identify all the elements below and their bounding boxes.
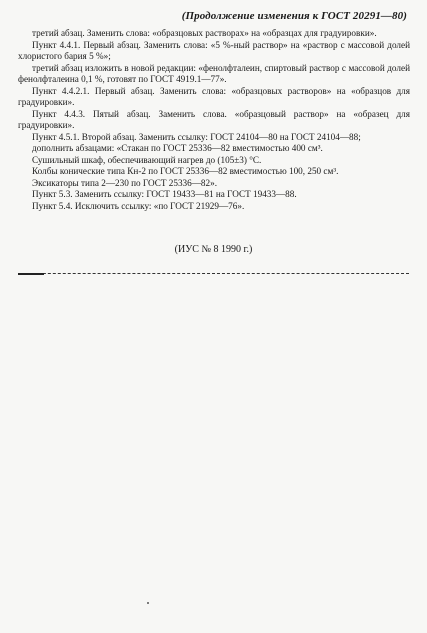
issue-reference: (ИУС № 8 1990 г.) bbox=[174, 244, 253, 255]
end-rule bbox=[18, 273, 409, 274]
paragraph-12: Пункт 5.4. Исключить ссылку: «по ГОСТ 21929—76». bbox=[32, 200, 245, 211]
paragraph-7: дополнить абзацами: «Стакан по ГОСТ 25336—82 вместимостью 400 см³. bbox=[32, 143, 323, 153]
scan-speck bbox=[147, 602, 149, 604]
paragraph-6: Пункт 4.5.1. Второй абзац. Заменить ссылку: ГОСТ 24104—80 на ГОСТ 24104—88; bbox=[32, 131, 361, 142]
paragraph-8: Сушильный шкаф, обеспечивающий нагрев до (105±3) °С. bbox=[32, 154, 262, 165]
paragraph-10: Эксикаторы типа 2—230 по ГОСТ 25336—82». bbox=[32, 177, 218, 188]
paragraph-5: Пункт 4.4.3. Пятый абзац. Заменить слова. «образцовый раствор» на «образец для градуировки». bbox=[18, 108, 410, 130]
document-body bbox=[18, 28, 410, 212]
paragraph-3: третий абзац изложить в новой редакции: «фенолфталеин, спиртовый раствор с массовой долей фенолфталеина 0,1 %, готовят по ГОСТ 4919.1—77». bbox=[18, 62, 410, 84]
paragraph-4: Пункт 4.4.2.1. Первый абзац. Заменить слова: «образцовых растворов» на «образцов для градуировки». bbox=[18, 85, 410, 107]
paragraph-11: Пункт 5.3. Заменить ссылку: ГОСТ 19433—81 на ГОСТ 19433—88. bbox=[32, 189, 297, 199]
paragraph-1: третий абзац. Заменить слова: «образцовых растворах» на «образцах для градуировки». bbox=[32, 28, 377, 38]
paragraph-2: Пункт 4.4.1. Первый абзац. Заменить слова: «5 %-ный раствор» на «раствор с массовой долей хлористого бария 5 %»; bbox=[18, 39, 410, 61]
page-header: (Продолжение изменения к ГОСТ 20291—80) bbox=[181, 10, 407, 22]
paragraph-9: Колбы конические типа Кн-2 по ГОСТ 25336—82 вместимостью 100, 250 см³. bbox=[32, 166, 339, 176]
